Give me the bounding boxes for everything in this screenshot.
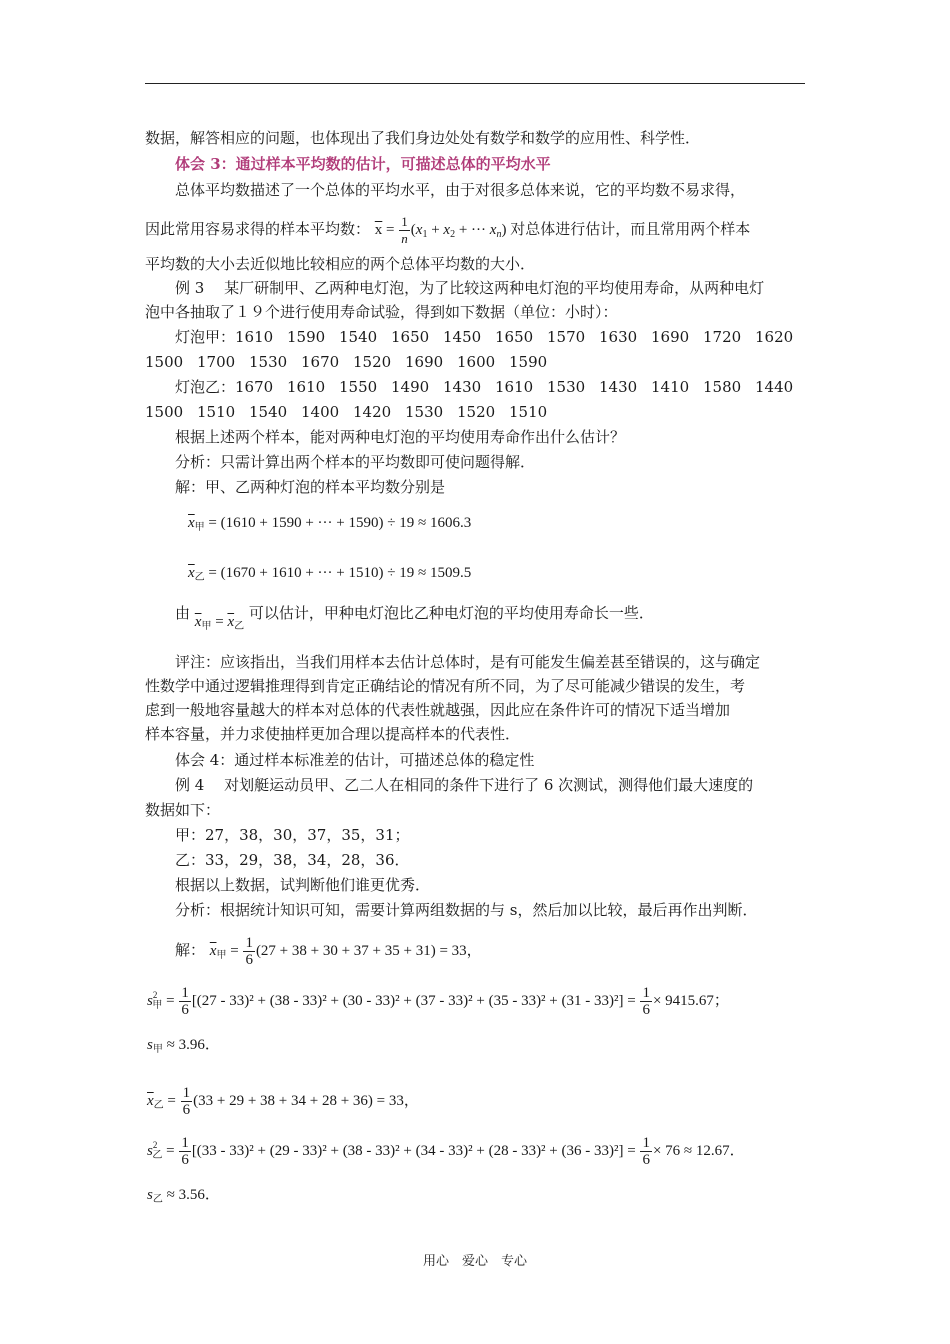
bulb-b-label: 灯泡乙： [175,378,236,396]
data-value: 1410 [651,378,690,396]
data-value: 1600 [457,353,496,371]
para-line: 总体平均数描述了一个总体的平均水平，由于对很多总体来说，它的平均数不易求得， [175,181,746,199]
data-a: 甲：27，38，30，37，35，31； [175,826,410,844]
example-3-line: 例 3 某厂研制甲、乙两种电灯泡，为了比较这两种电灯泡的平均使用寿命，从两种电灯 [175,279,765,297]
bulb-a-row-1 [175,327,807,347]
data-value: 1580 [703,378,742,396]
data-value: 1510 [509,403,548,421]
data-value: 1650 [391,328,430,346]
mean-formula: $\overline{x}$ = $\frac{1}{n}$ ($x_1 + x_2$ + ··· $x_n$) [374,214,511,246]
data-value: 1610 [235,328,274,346]
data-value: 1540 [249,403,288,421]
m4-text: (33 + 29 + 38 + 34 + 28 + 36) = 33， [193,1092,419,1109]
review-line: 虑到一般地容量越大的样本对总体的代表性就越强，因此应在条件许可的情况下适当增加 [145,701,731,719]
data-value: 1700 [197,353,236,371]
variance-a-calc: $s^2_甲$ = $\frac{1}{6}$ [(27 - 33)² + (38 - 33)² + (30 - 33)² + (37 - 33)² + (35 - 33)² + (31 - 33)²] = $\frac{1}{6}$ × 9415.67； [147,985,729,1019]
data-value: 1530 [405,403,444,421]
para-line [145,214,750,247]
text-span: 可以估计，甲种电灯泡比乙种电灯泡的平均使用寿命长一些． [248,604,654,622]
data-b: 乙：33，29，38，34，28，36． [175,851,410,869]
text-span: 对总体进行估计，而且常用两个样本 [510,219,751,238]
data-value: 1400 [301,403,340,421]
example-4-line: 数据如下： [145,801,221,819]
data-value: 1440 [755,378,794,396]
data-value: 1590 [287,328,326,346]
equation-mean-a: $\overline{x}_甲 = (1610 + 1590$ + ··· + 1590) ÷ 19 ≈ 1606.3 [188,515,472,533]
m3-text: ≈ 3.96． [166,1037,220,1053]
equation-mean-b: $\overline{x}_乙 = (1670 + 1610$ + ··· + 1510) ÷ 19 ≈ 1509.5 [188,565,472,583]
data-value: 1610 [495,378,534,396]
bulb-a-label: 灯泡甲： [175,328,236,346]
data-value: 1450 [443,328,482,346]
data-value: 1420 [353,403,392,421]
data-value: 1610 [287,378,326,396]
review-line: 样本容量，并力求使抽样更加合理以提高样本的代表性． [145,725,521,743]
data-value: 1430 [443,378,482,396]
data-value: 1530 [547,378,586,396]
question-4: 根据以上数据，试判断他们谁更优秀． [175,876,431,894]
mean-a-calc: $\overline{x}_甲$ = $\frac{1}{6}$ (27 + 38 + 30 + 37 + 35 + 31) = 33， [209,935,482,968]
m1-text: (27 + 38 + 30 + 37 + 35 + 31) = 33， [255,942,482,959]
text-span: 解： [175,940,206,959]
data-value: 1570 [547,328,586,346]
m2-text: [(27 - 33)² + (38 - 33)² + (30 - 33)² + (37 - 33)² + (35 - 33)² + (31 - 33)²] = [191,993,636,1009]
m6-text: ≈ 3.56． [166,1187,220,1203]
data-value: 1430 [599,378,638,396]
example-4-line: 例 4 对划艇运动员甲、乙二人在相同的条件下进行了 6 次测试，测得他们最大速度的 [175,776,754,794]
data-value: 1530 [249,353,288,371]
variance-b-calc: $s^2_乙$ = $\frac{1}{6}$ [(33 - 33)² + (29 - 33)² + (38 - 33)² + (34 - 33)² + (28 - 33)² + (36 - 33)²] = $\frac{1}{6}$ × 76 ≈ 12.67． [147,1135,745,1169]
std-a: $s_甲 \approx 3.96$． [147,1037,220,1055]
data-value: 1510 [197,403,236,421]
review-line: 评注：应该指出，当我们用样本去估计总体时，是有可能发生偏差甚至错误的，这与确定 [175,653,761,671]
data-value: 1550 [339,378,378,396]
heading-experience-4: 体会 4：通过样本标准差的估计，可描述总体的稳定性 [175,751,535,769]
data-value: 1500 [145,403,184,421]
m2b-text: × 9415.67； [652,993,729,1009]
solution-3: 解：甲、乙两种灯泡的样本平均数分别是 [175,478,446,496]
conclusion-3 [175,603,654,632]
bulb-a-row-2 [145,352,561,372]
text-span: 因此常用容易求得的样本平均数： [145,219,371,238]
data-value: 1690 [405,353,444,371]
data-value: 1630 [599,328,638,346]
review-line: 性数学中通过逻辑推理得到肯定正确结论的情况有所不同，为了尽可能减少错误的发生，考 [145,677,746,695]
para-line: 平均数的大小去近似地比较相应的两个总体平均数的大小． [145,255,536,273]
data-value: 1590 [509,353,548,371]
m5-text: [(33 - 33)² + (29 - 33)² + (38 - 33)² + (34 - 33)² + (28 - 33)² + (36 - 33)²] = [191,1143,636,1159]
heading-experience-3: 体会 3：通过样本平均数的估计，可描述总体的平均水平 [175,155,551,173]
data-value: 1620 [755,328,794,346]
m5b-text: × 76 ≈ 12.67． [652,1143,745,1159]
data-value: 1720 [703,328,742,346]
analysis-3: 分析：只需计算出两个样本的平均数即可使问题得解． [175,453,536,471]
text-span: 由 [175,604,191,622]
data-value: 1650 [495,328,534,346]
data-value: 1520 [457,403,496,421]
eq-b-text: = (1670 + 1610 + ··· + 1510) ÷ 19 ≈ 1509.5 [208,565,472,581]
data-value: 1690 [651,328,690,346]
data-value: 1670 [301,353,340,371]
data-value: 1490 [391,378,430,396]
data-value: 1670 [235,378,274,396]
data-value: 1540 [339,328,378,346]
page-footer: 用心 爱心 专心 [422,1254,527,1269]
compare-formula: $\overline{x}_甲 = \overline{x}_乙$ [194,614,245,632]
bulb-b-row-2 [145,402,561,422]
eq-a-text: = (1610 + 1590 + ··· + 1590) ÷ 19 ≈ 1606.3 [208,515,472,531]
data-value: 1520 [353,353,392,371]
mean-b-calc: $\overline{x}_乙$ = $\frac{1}{6}$ (33 + 29 + 38 + 34 + 28 + 36) = 33， [147,1085,419,1118]
analysis-4: 分析：根据统计知识可知，需要计算两组数据的与 s，然后加以比较，最后再作出判断． [175,901,758,919]
para-line: 数据，解答相应的问题，也体现出了我们身边处处有数学和数学的应用性、科学性． [145,129,701,147]
bulb-b-row-1 [175,377,807,397]
std-b: $s_乙 \approx 3.56$． [147,1187,220,1205]
data-value: 1500 [145,353,184,371]
question-3: 根据上述两个样本，能对两种电灯泡的平均使用寿命作出什么估计？ [175,428,626,446]
example-3-line: 泡中各抽取了１９个进行使用寿命试验，得到如下数据（单位：小时）： [145,303,618,321]
header-rule [145,83,805,84]
solution-4 [175,935,482,968]
